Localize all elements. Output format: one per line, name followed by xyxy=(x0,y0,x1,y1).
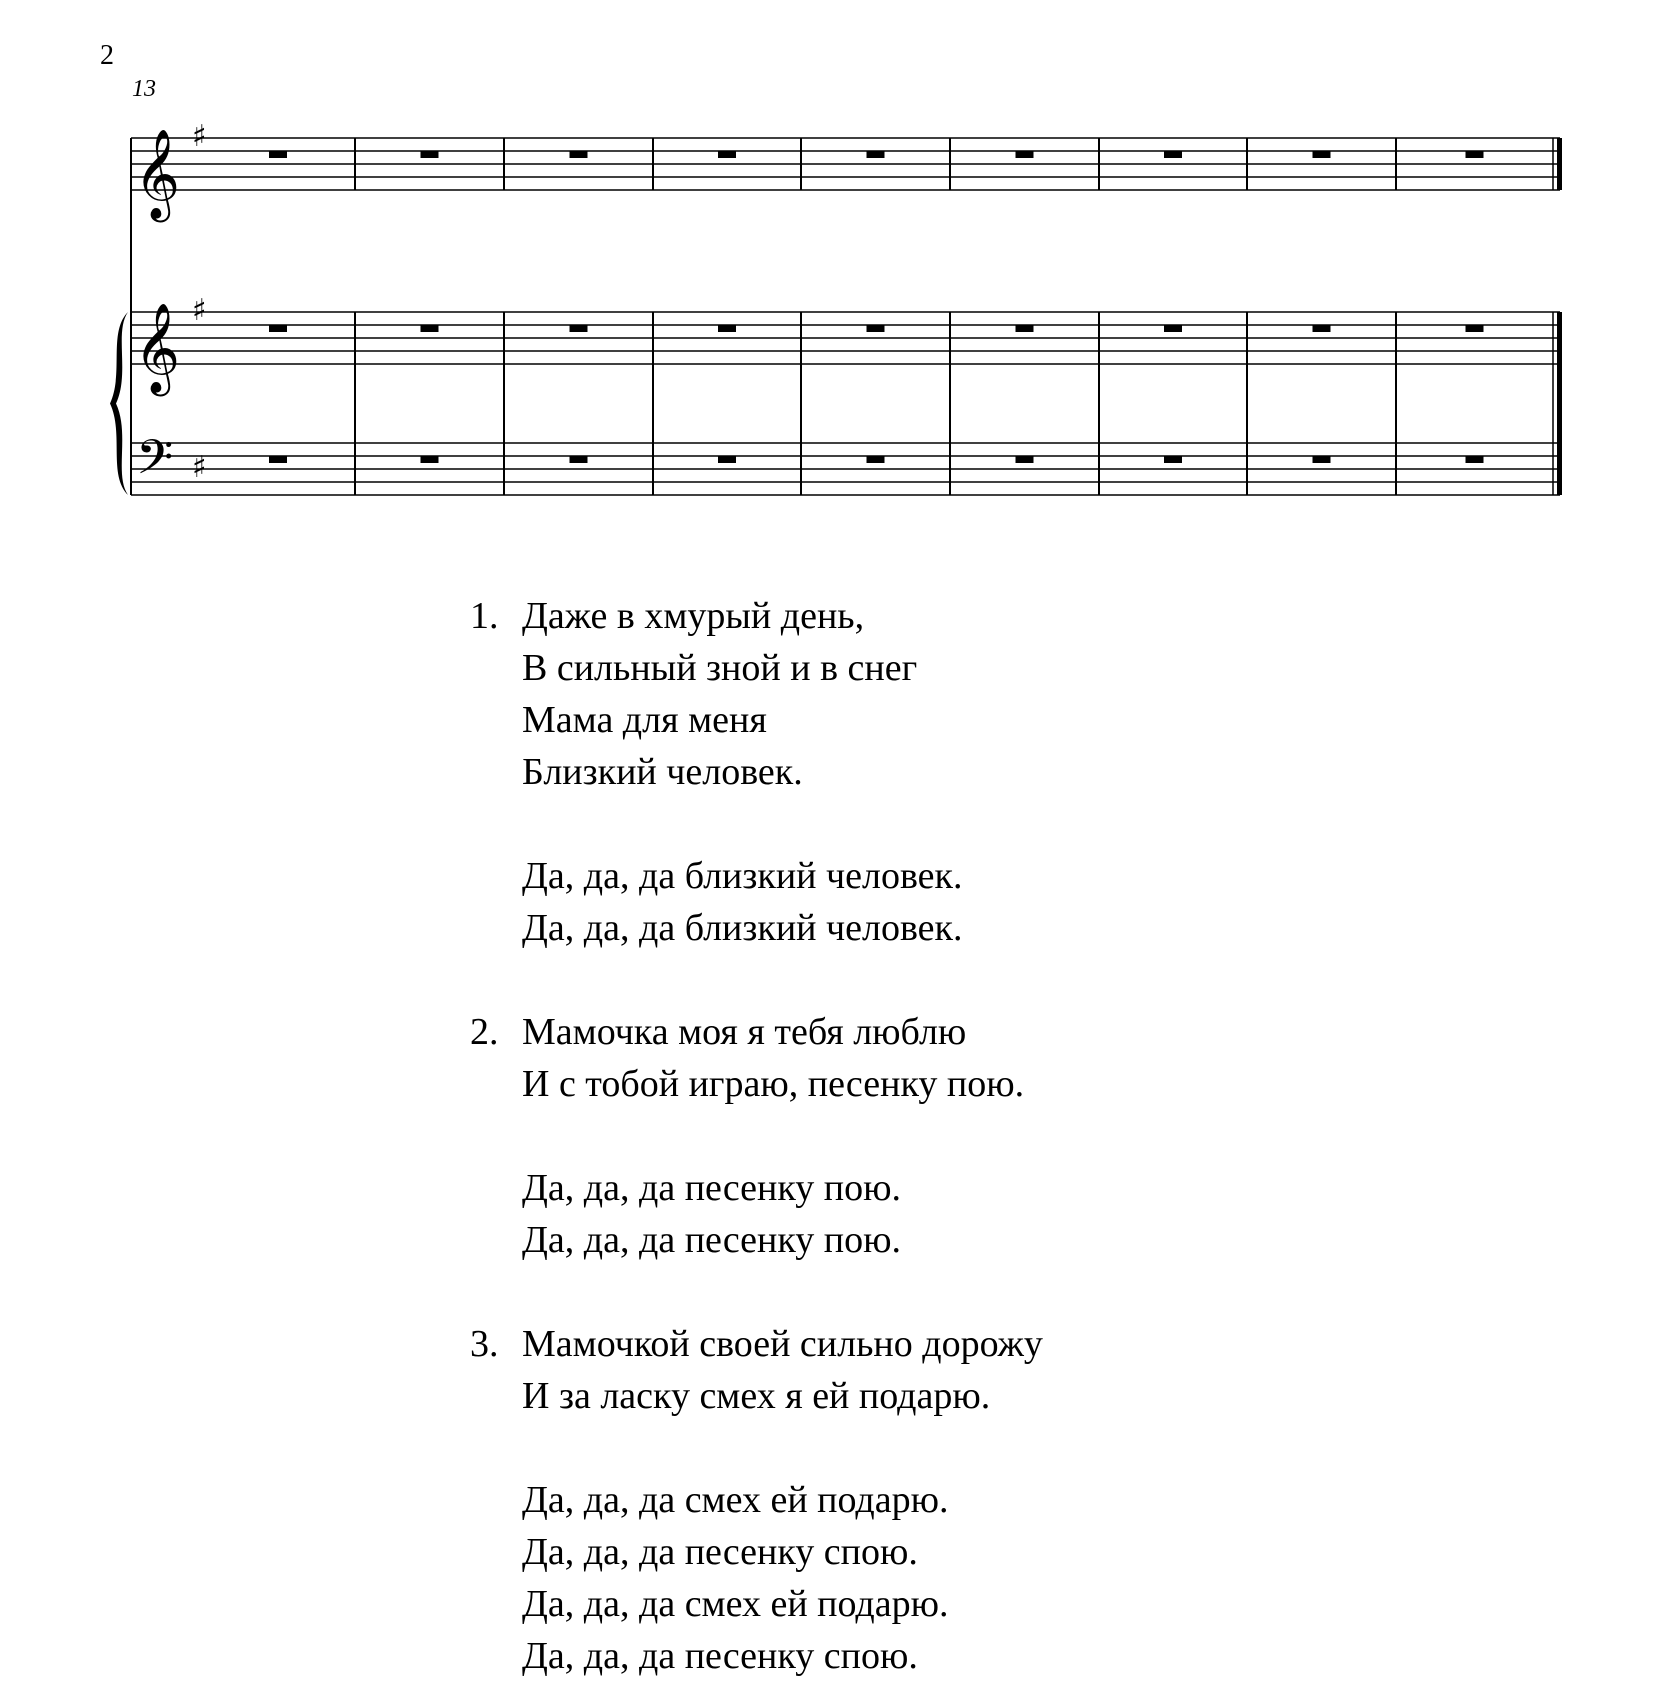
treble-clef-icon: 𝄞 xyxy=(134,129,181,219)
sharp-icon: ♯ xyxy=(192,450,207,485)
whole-rest xyxy=(1016,151,1034,158)
page-number: 2 xyxy=(100,40,114,71)
verse-number: 3. xyxy=(470,1323,499,1365)
verse-1 xyxy=(470,590,1043,954)
whole-rest xyxy=(867,456,885,463)
lyric-line: И с тобой играю, песенку пою. xyxy=(522,1063,1025,1105)
whole-rest xyxy=(570,325,588,332)
lyric-line: Близкий человек. xyxy=(522,751,803,793)
whole-rest xyxy=(867,325,885,332)
whole-rest xyxy=(1313,456,1331,463)
whole-rest xyxy=(1164,456,1182,463)
lyric-line: Да, да, да песенку пою. xyxy=(522,1219,902,1261)
final-barline-thick xyxy=(1557,138,1562,190)
sharp-icon: ♯ xyxy=(192,119,207,154)
whole-rest xyxy=(718,151,736,158)
whole-rest xyxy=(867,151,885,158)
lyric-line: Да, да, да песенку спою. xyxy=(522,1531,918,1573)
lyric-line: Мама для меня xyxy=(522,699,767,741)
whole-rest xyxy=(269,456,287,463)
whole-rest xyxy=(1016,325,1034,332)
lyric-line: Мамочкой своей сильно дорожу xyxy=(522,1323,1043,1365)
lyrics xyxy=(470,590,1043,1682)
lyric-line: Да, да, да смех ей подарю. xyxy=(522,1583,949,1625)
lyric-line: Да, да, да близкий человек. xyxy=(522,907,963,949)
verse-number: 2. xyxy=(470,1011,499,1053)
bass-clef-icon: 𝄢 xyxy=(136,429,174,497)
whole-rest xyxy=(269,151,287,158)
lyric-line: В сильный зной и в снег xyxy=(522,647,918,689)
whole-rest xyxy=(421,151,439,158)
whole-rest xyxy=(421,325,439,332)
whole-rest xyxy=(570,151,588,158)
sharp-icon: ♯ xyxy=(192,293,207,328)
measure-number: 13 xyxy=(132,76,156,102)
lyric-line: Даже в хмурый день, xyxy=(522,595,865,637)
whole-rest xyxy=(1466,325,1484,332)
final-barline-thick xyxy=(1557,312,1562,495)
whole-rest xyxy=(1313,325,1331,332)
whole-rest xyxy=(718,325,736,332)
lyric-line: Да, да, да песенку спою. xyxy=(522,1635,918,1677)
whole-rest xyxy=(1466,151,1484,158)
lyric-line: И за ласку смех я ей подарю. xyxy=(522,1375,991,1417)
lyric-line: Мамочка моя я тебя люблю xyxy=(522,1011,967,1053)
whole-rest xyxy=(1466,456,1484,463)
whole-rest xyxy=(570,456,588,463)
whole-rest xyxy=(1164,151,1182,158)
lyric-line: Да, да, да смех ей подарю. xyxy=(522,1479,949,1521)
music-score xyxy=(0,0,1656,520)
verse-number: 1. xyxy=(470,595,499,637)
whole-rest xyxy=(1164,325,1182,332)
treble-clef-icon: 𝄞 xyxy=(134,303,181,393)
lyric-line: Да, да, да близкий человек. xyxy=(522,855,963,897)
whole-rest xyxy=(269,325,287,332)
verse-3 xyxy=(470,1318,1043,1682)
whole-rest xyxy=(421,456,439,463)
brace-icon xyxy=(110,312,128,495)
whole-rest xyxy=(718,456,736,463)
whole-rest xyxy=(1313,151,1331,158)
whole-rest xyxy=(1016,456,1034,463)
verse-2 xyxy=(470,1006,1043,1266)
lyric-line: Да, да, да песенку пою. xyxy=(522,1167,902,1209)
